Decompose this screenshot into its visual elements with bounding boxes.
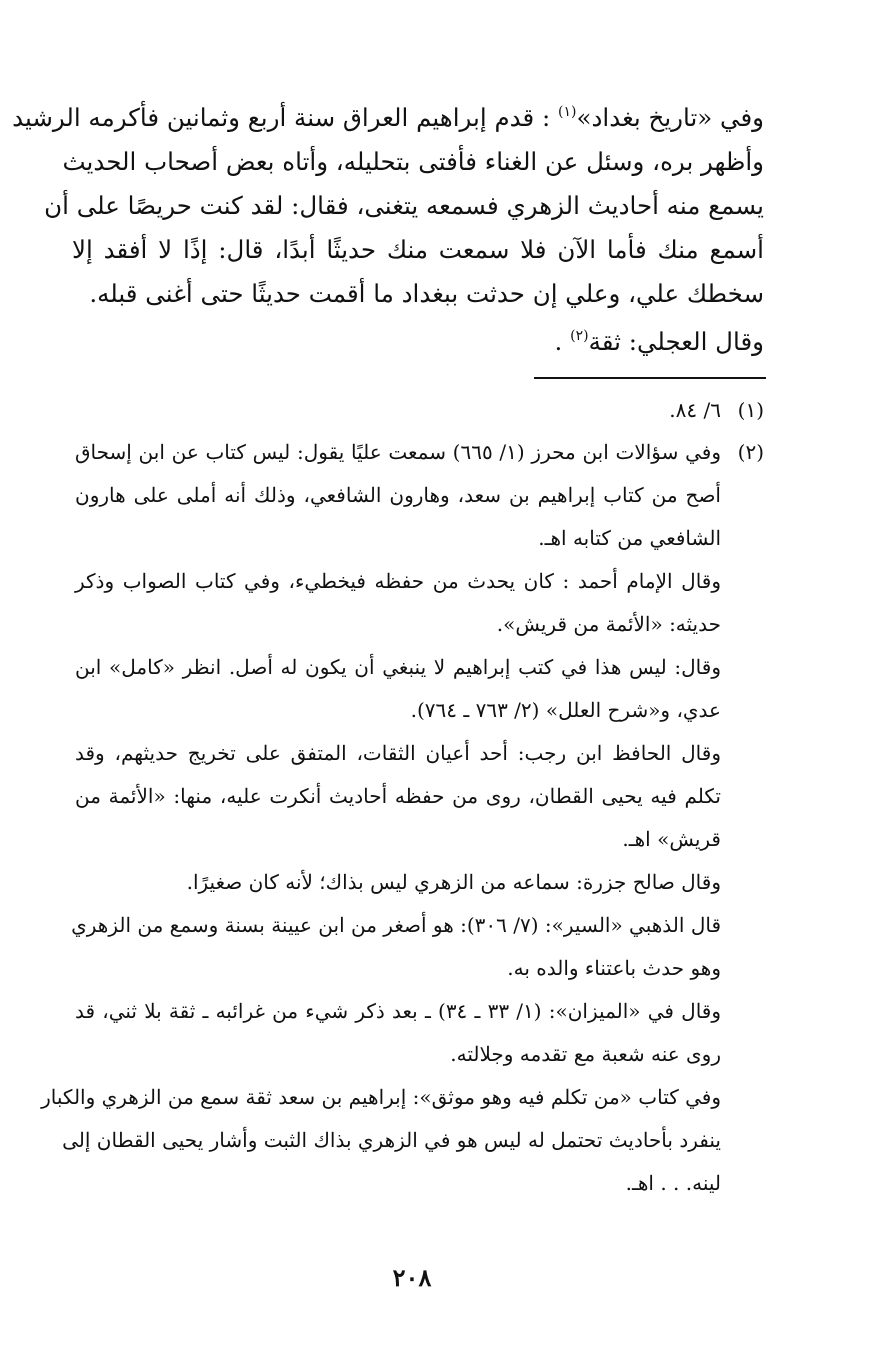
body-line-3: يسمع منه أحاديث الزهري فسمعه يتغنى، فقال: لقد كنت حريصًا على أن: [44, 191, 764, 220]
body-line-1-start: وفي «تاريخ بغداد»: [576, 103, 764, 132]
footnote-line: تكلم فيه يحيى القطان، روى من حفظه أحاديث أنكرت عليه، منها: «الأئمة من: [75, 784, 721, 808]
footnote-line: روى عنه شعبة مع تقدمه وجلالته.: [450, 1042, 721, 1066]
body-line-6: [72, 320, 764, 364]
body-line-4: أسمع منك فأما الآن فلا سمعت منك حديثًا أبدًا، قال: إذًا لا أفقد إلا: [72, 235, 764, 264]
footnote-line: حديثه: «الأئمة من قريش».: [496, 612, 721, 636]
body-line-6-end: .: [554, 327, 571, 356]
footnote-line: وقال الإمام أحمد : كان يحدث من حفظه فيخطيء، وفي كتاب الصواب وذكر: [75, 569, 721, 593]
footnote-line: الشافعي من كتابه اهـ.: [538, 526, 721, 550]
footnote-line: وقال الحافظ ابن رجب: أحد أعيان الثقات، المتفق على تخريج حديثهم، وقد: [75, 741, 721, 765]
footnote-line: عدي، و«شرح العلل» (٢/ ٧٦٣ ـ ٧٦٤).: [410, 698, 721, 722]
footnote-line: وهو حدث باعتناء والده به.: [507, 956, 721, 980]
page-number: ٢٠٨: [392, 1263, 432, 1292]
footnote-line: وفي سؤالات ابن محرز (١/ ٦٦٥) سمعت عليًا يقول: ليس كتاب عن ابن إسحاق: [75, 440, 721, 464]
footnote-2-number: (٢): [737, 440, 764, 464]
footnote-1-text: ٦/ ٨٤.: [669, 398, 721, 422]
footnote-line: وقال: ليس هذا في كتب إبراهيم لا ينبغي أن يكون له أصل. انظر «كامل» ابن: [75, 655, 721, 679]
footnote-line: وقال صالح جزرة: سماعه من الزهري ليس بذاك؛ لأنه كان صغيرًا.: [186, 870, 721, 894]
body-line-2: وأظهر بره، وسئل عن الغناء فأفتى بتحليله، وأتاه بعض أصحاب الحديث: [62, 147, 764, 176]
footnote-line: ينفرد بأحاديث تحتمل له ليس هو في الزهري بذاك الثبت وأشار يحيى القطان إلى: [62, 1128, 721, 1152]
footnote-line: قال الذهبي «السير»: (٧/ ٣٠٦): هو أصغر من ابن عيينة بسنة وسمع من الزهري: [71, 913, 721, 937]
body-line-1-end: : قدم إبراهيم العراق سنة أربع وثمانين فأكرمه الرشيد: [12, 103, 559, 132]
body-line-6-start: وقال العجلي: ثقة: [588, 327, 764, 356]
footnote-line: وفي كتاب «من تكلم فيه وهو موثق»: إبراهيم بن سعد ثقة سمع من الزهري والكبار: [41, 1085, 721, 1109]
footnote-ref-1: (١): [558, 104, 577, 120]
body-line-5: سخطك علي، وعلي إن حدثت ببغداد ما أقمت حديثًا حتى أغنى قبله.: [89, 279, 764, 308]
footnote-ref-2: (٢): [570, 328, 589, 344]
body-line-1: [12, 96, 764, 140]
footnote-separator: [534, 377, 766, 379]
footnote-line: أصح من كتاب إبراهيم بن سعد، وهارون الشافعي، وذلك أنه أملى على هارون: [75, 483, 721, 507]
footnote-1-number: (١): [737, 398, 764, 422]
footnote-line: لينه. . . اهـ.: [625, 1171, 721, 1195]
footnote-line: قريش» اهـ.: [622, 827, 721, 851]
footnote-line: وقال في «الميزان»: (١/ ٣٣ ـ ٣٤) ـ بعد ذكر شيء من غرائبه ـ ثقة بلا ثني، قد: [75, 999, 722, 1023]
